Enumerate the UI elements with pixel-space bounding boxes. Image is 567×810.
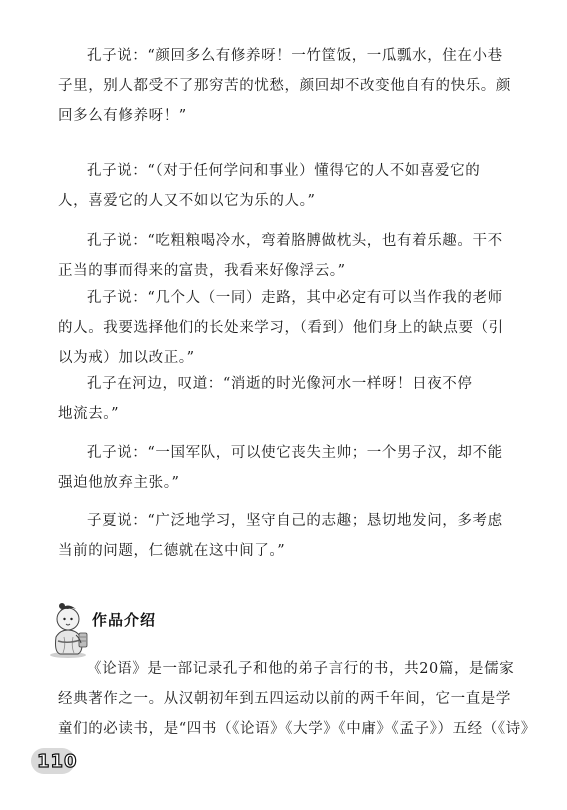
text-line: 童们的必读书，是“四书（《论语》《大学》《中庸》《孟子》）五经（《诗》	[58, 721, 536, 737]
text-line: 子夏说：“广泛地学习，坚守自己的志趣；恳切地发问，多考虑	[87, 513, 503, 529]
text-line: 孔子说：“一国军队，可以使它丧失主帅；一个男子汉，却不能	[87, 445, 503, 461]
text-line: 当前的问题，仁德就在这中间了。”	[58, 543, 286, 559]
page-number: 110	[37, 751, 78, 772]
quote-paragraph	[58, 438, 510, 498]
text-line: 回多么有修养呀！”	[58, 108, 187, 124]
quote-paragraph	[58, 156, 510, 216]
text-line: 以为戒）加以改正。”	[58, 350, 195, 366]
quote-paragraph	[58, 226, 510, 286]
text-line: 孔子说：“几个人（一同）走路，其中必定有可以当作我的老师	[87, 290, 503, 306]
scholar-boy-icon	[46, 597, 92, 659]
text-line: 人，喜爱它的人又不如以它为乐的人。”	[58, 193, 316, 209]
quote-paragraph	[58, 41, 510, 131]
section-title: 作品介绍	[92, 611, 157, 629]
text-line: 的人。我要选择他们的长处来学习，（看到）他们身上的缺点要（引	[58, 320, 504, 336]
quote-paragraph	[58, 506, 510, 566]
section-heading	[46, 597, 246, 659]
text-line: 孔子说：“颜回多么有修养呀！一竹筐饭，一瓜瓢水，住在小巷	[87, 48, 503, 64]
text-line: 孔子在河边，叹道：“消逝的时光像河水一样呀！日夜不停	[87, 376, 473, 392]
text-line: 《论语》是一部记录孔子和他的弟子言行的书，共20篇，是儒家	[87, 661, 515, 677]
quote-paragraph	[58, 369, 510, 429]
quote-paragraph	[58, 283, 510, 373]
text-line: 孔子说：“（对于任何学问和事业）懂得它的人不如喜爱它的	[87, 163, 481, 179]
text-line: 经典著作之一。从汉朝初年到五四运动以前的两千年间，它一直是学	[58, 691, 511, 707]
intro-paragraph	[58, 654, 536, 744]
text-line: 孔子说：“吃粗粮喝冷水，弯着胳膊做枕头，也有着乐趣。干不	[87, 233, 503, 249]
text-line: 强迫他放弃主张。”	[58, 475, 180, 491]
text-line: 子里，别人都受不了那穷苦的忧愁，颜回却不改变他自有的快乐。颜	[58, 78, 511, 94]
text-line: 正当的事而得来的富贵，我看来好像浮云。”	[58, 263, 346, 279]
text-line: 地流去。”	[58, 406, 120, 422]
